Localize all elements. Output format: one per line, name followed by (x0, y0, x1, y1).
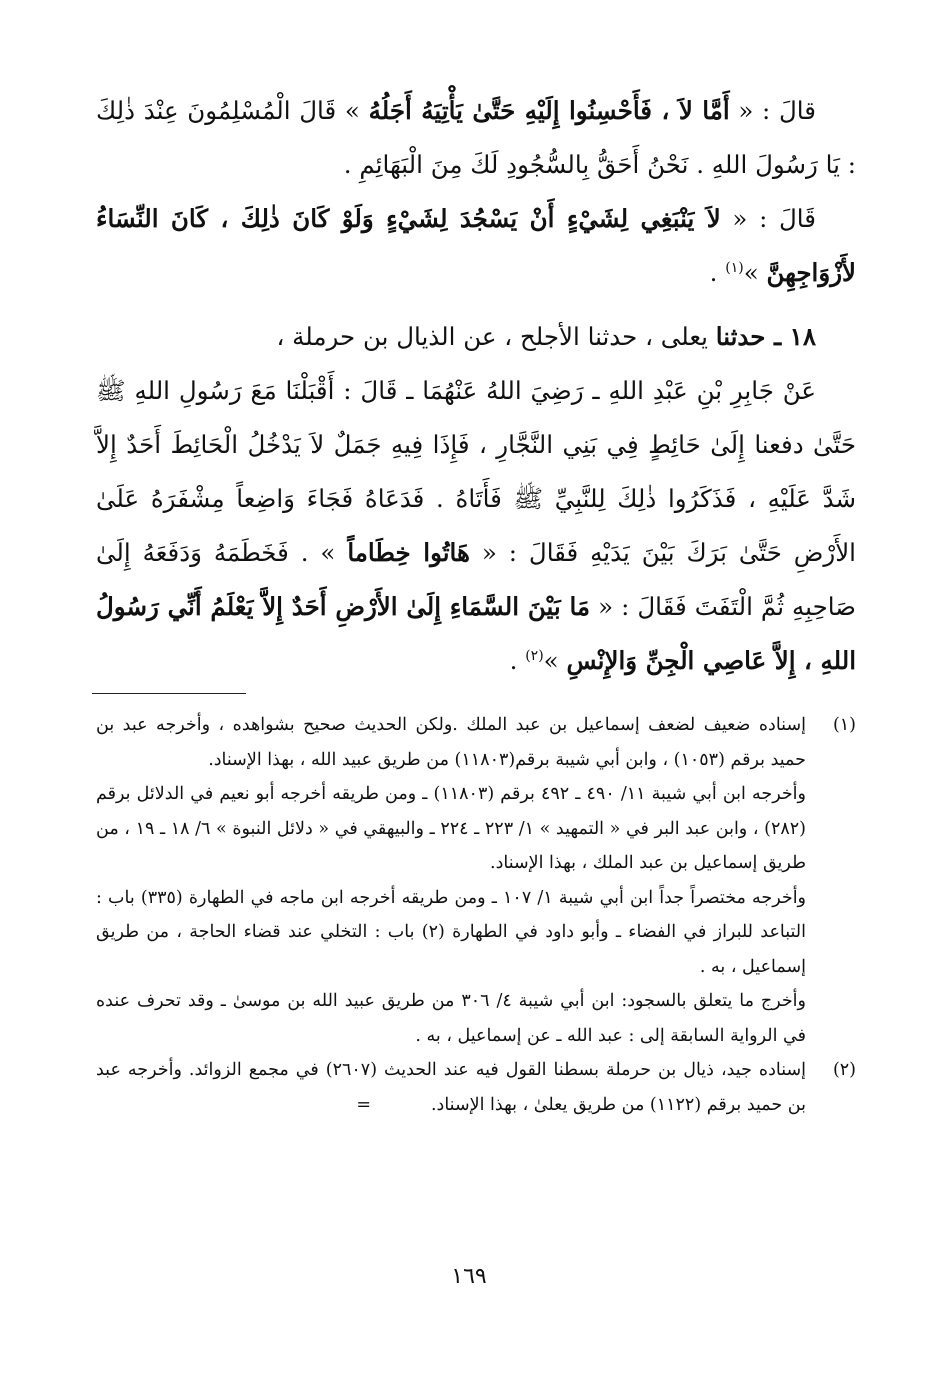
footnotes (96, 708, 856, 1122)
prophet-quote: هَاتُوا خِطَاماً (347, 538, 470, 567)
hadith-number: ١٨ ـ حدثنا (715, 322, 816, 351)
text-segment: » (743, 258, 767, 287)
continuation-mark: = (356, 1094, 371, 1115)
prophet-quote: لاَ يَنْبَغِي لِشَيْءٍ أَنْ يَسْجُدَ لِشَيْءٍ وَلَوْ كَانَ ذٰلِكَ ، كَانَ النِّسَاءُ لأَزْوَاجِهِنَّ (96, 204, 856, 287)
footnote-body (96, 708, 806, 1053)
footnote-1 (96, 708, 856, 1053)
text-segment: قَالَ : « (720, 204, 816, 233)
footnote-ref-1: (١) (725, 259, 744, 276)
hadith-paragraph-3 (96, 364, 856, 688)
prophet-quote: أَمَّا لاَ ، فَأَحْسِنُوا إِلَيْهِ حَتَّىٰ يَأْتِيَهُ أَجَلُهُ (368, 96, 730, 125)
footnote-separator (92, 693, 246, 694)
isnad-text: يعلى ، حدثنا الأجلح ، عن الذيال بن حرملة ، (276, 322, 716, 351)
footnote-ref-2: (٢) (525, 647, 544, 664)
footnote-number: (١) (832, 715, 856, 735)
hadith-paragraph-2 (96, 192, 856, 300)
text-segment: عَنْ جَابِرِ بْنِ عَبْدِ اللهِ ـ رَضِيَ اللهُ عَنْهُمَا ـ قَالَ : أَقْبَلْنَا مَعَ رَسُولِ اللهِ ﷺ حَتَّىٰ دفعنا إِلَىٰ حَائِطٍ فِي بَنِي النَّجَّارِ ، فَإِذَا فِيهِ جَمَلٌ لاَ يَدْخُلُ الْحَائِطَ أَحَدٌ إِلاَّ شَدَّ عَلَيْهِ ، فَذَكَرُوا ذٰلِكَ لِلنَّبِيِّ ﷺ فَأَتَاهُ . فَدَعَاهُ فَجَاءَ وَاضِعاً مِشْفَرَهُ عَلَىٰ الأَرْضِ حَتَّىٰ بَرَكَ بَيْنَ يَدَيْهِ فَقَالَ : « (96, 376, 856, 567)
text-segment: » قَالَ الْمُسْلِمُونَ عِنْدَ ذٰلِكَ : يَا رَسُولَ اللهِ . نَحْنُ أَحَقُّ بِالسُّجُودِ لَكَ مِنَ الْبَهَائِمِ . (96, 96, 856, 179)
isnad-heading (96, 310, 856, 364)
text-segment: . (509, 646, 526, 675)
text-segment: . (709, 258, 726, 287)
footnote-2 (96, 1053, 856, 1122)
footnote-paragraph: إسناده ضعيف لضعف إسماعيل بن عبد الملك .ولكن الحديث صحيح بشواهده ، وأخرجه عبد بن حميد برقم (١٠٥٣) ، وابن أبي شيبة برقم(١١٨٠٣) من طريق عبيد الله ، بهذا الإسناد. (96, 715, 806, 770)
footnote-paragraph: وأخرجه ابن أبي شيبة ١١/ ٤٩٠ ـ ٤٩٢ برقم (١١٨٠٣) ـ ومن طريقه أخرجه أبو نعيم في الدلائل برقم (٢٨٢) ، وابن عبد البر في « التمهيد » ١/ ٢٢٣ ـ ٢٢٤ ـ والبيهقي في « دلائل النبوة » ٦/ ١٨ ـ ١٩ ، من طريق إسماعيل بن عبد الملك ، بهذا الإسناد. (96, 784, 806, 873)
prophet-quote: مَا بَيْنَ السَّمَاءِ إِلَىٰ الأَرْضِ أَحَدٌ إِلاَّ يَعْلَمُ أَنِّي رَسُولُ اللهِ ، إِلاَّ عَاصِي الْجِنِّ وَالإِنْسِ (96, 592, 856, 675)
page-number: ١٦٩ (451, 1264, 487, 1289)
footnote-paragraph: وأخرج ما يتعلق بالسجود: ابن أبي شيبة ٤/ ٣٠٦ من طريق عبيد الله بن موسىٰ ـ وقد تحرف عنده في الرواية السابقة إلى : عبد الله ـ عن إسماعيل ، به . (96, 991, 806, 1046)
text-segment: » (543, 646, 567, 675)
main-text (96, 84, 856, 688)
text-segment: قالَ : « (729, 96, 816, 125)
footnote-number: (٢) (832, 1060, 856, 1080)
text-segment: » . فَخَطَمَهُ وَدَفَعَهُ إِلَىٰ صَاحِبِهِ ثُمَّ الْتَفَتَ فَقَالَ : « (96, 538, 856, 621)
footnote-paragraph (96, 1053, 806, 1122)
footnote-body (96, 1053, 806, 1122)
hadith-paragraph-1 (96, 84, 856, 192)
footnote-text: إسناده جيد، ذيال بن حرملة بسطنا القول فيه عند الحديث (٢٦٠٧) في مجمع الزوائد. وأخرجه عبد بن حميد برقم (١١٢٢) من طريق يعلىٰ ، بهذا الإسناد. (96, 1060, 806, 1115)
footnote-paragraph: وأخرجه مختصراً جداً ابن أبي شيبة ١/ ١٠٧ ـ ومن طريقه أخرجه ابن ماجه في الطهارة (٣٣٥) باب : التباعد للبراز في الفضاء ـ وأبو داود في الطهارة (٢) باب : التخلي عند قضاء الحاجة ، من طريق إسماعيل ، به . (96, 887, 807, 977)
